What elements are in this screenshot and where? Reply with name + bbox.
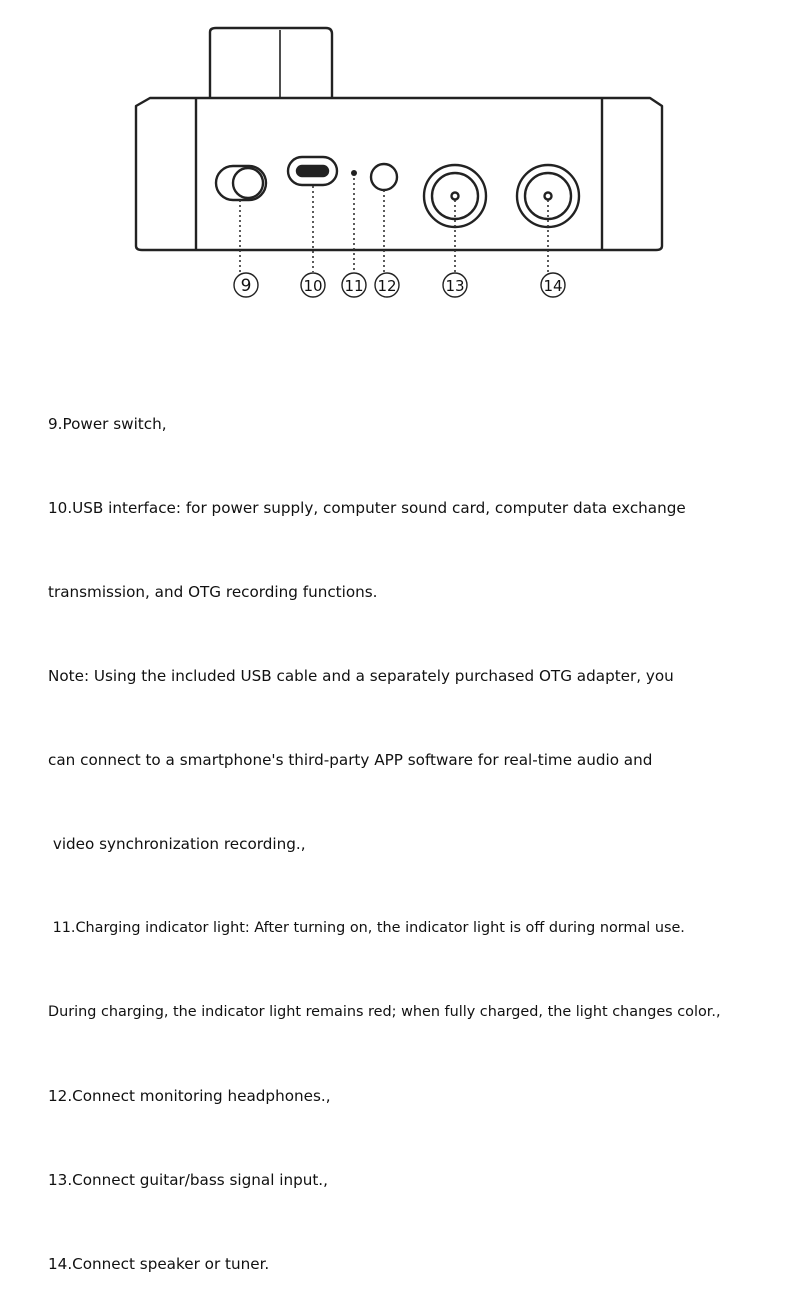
callout-14 [541,273,565,297]
callout-12 [375,273,399,297]
usb-c-port-icon [288,157,337,185]
description-line: 11.Charging indicator light: After turning on, the indicator light is off during normal use. [48,920,685,936]
description-line: 12.Connect monitoring headphones., [48,1087,331,1105]
svg-text:10: 10 [303,277,323,295]
description-line: can connect to a smartphone's third-party APP software for real-time audio and [48,751,653,769]
description-line: During charging, the indicator light remains red; when fully charged, the light changes color., [48,1004,721,1020]
leader-lines [240,178,548,272]
svg-text:11: 11 [344,277,364,295]
indicator-light-icon [351,170,357,176]
description-line: transmission, and OTG recording functions. [48,583,378,601]
description-line: 10.USB interface: for power supply, computer sound card, computer data exchange [48,499,686,517]
svg-text:9: 9 [240,276,252,296]
guitar-input-jack-icon [424,165,486,227]
device-rear-panel-diagram [0,0,800,320]
callout-9 [234,273,258,297]
description-text [48,354,788,1306]
description-line: video synchronization recording., [48,835,306,853]
speaker-output-jack-icon [517,165,579,227]
power-switch-icon [216,166,266,200]
knob-top [210,28,332,98]
description-line: 9.Power switch, [48,415,167,433]
svg-text:12: 12 [377,277,397,295]
callout-11 [342,273,366,297]
description-line: Note: Using the included USB cable and a separately purchased OTG adapter, you [48,667,674,685]
callout-10 [301,273,325,297]
headphone-jack-icon [371,164,397,190]
svg-text:14: 14 [543,277,563,295]
callout-13 [443,273,467,297]
description-line: 13.Connect guitar/bass signal input., [48,1171,328,1189]
device-body [136,98,662,250]
svg-text:13: 13 [445,277,465,295]
description-line: 14.Connect speaker or tuner. [48,1255,270,1273]
